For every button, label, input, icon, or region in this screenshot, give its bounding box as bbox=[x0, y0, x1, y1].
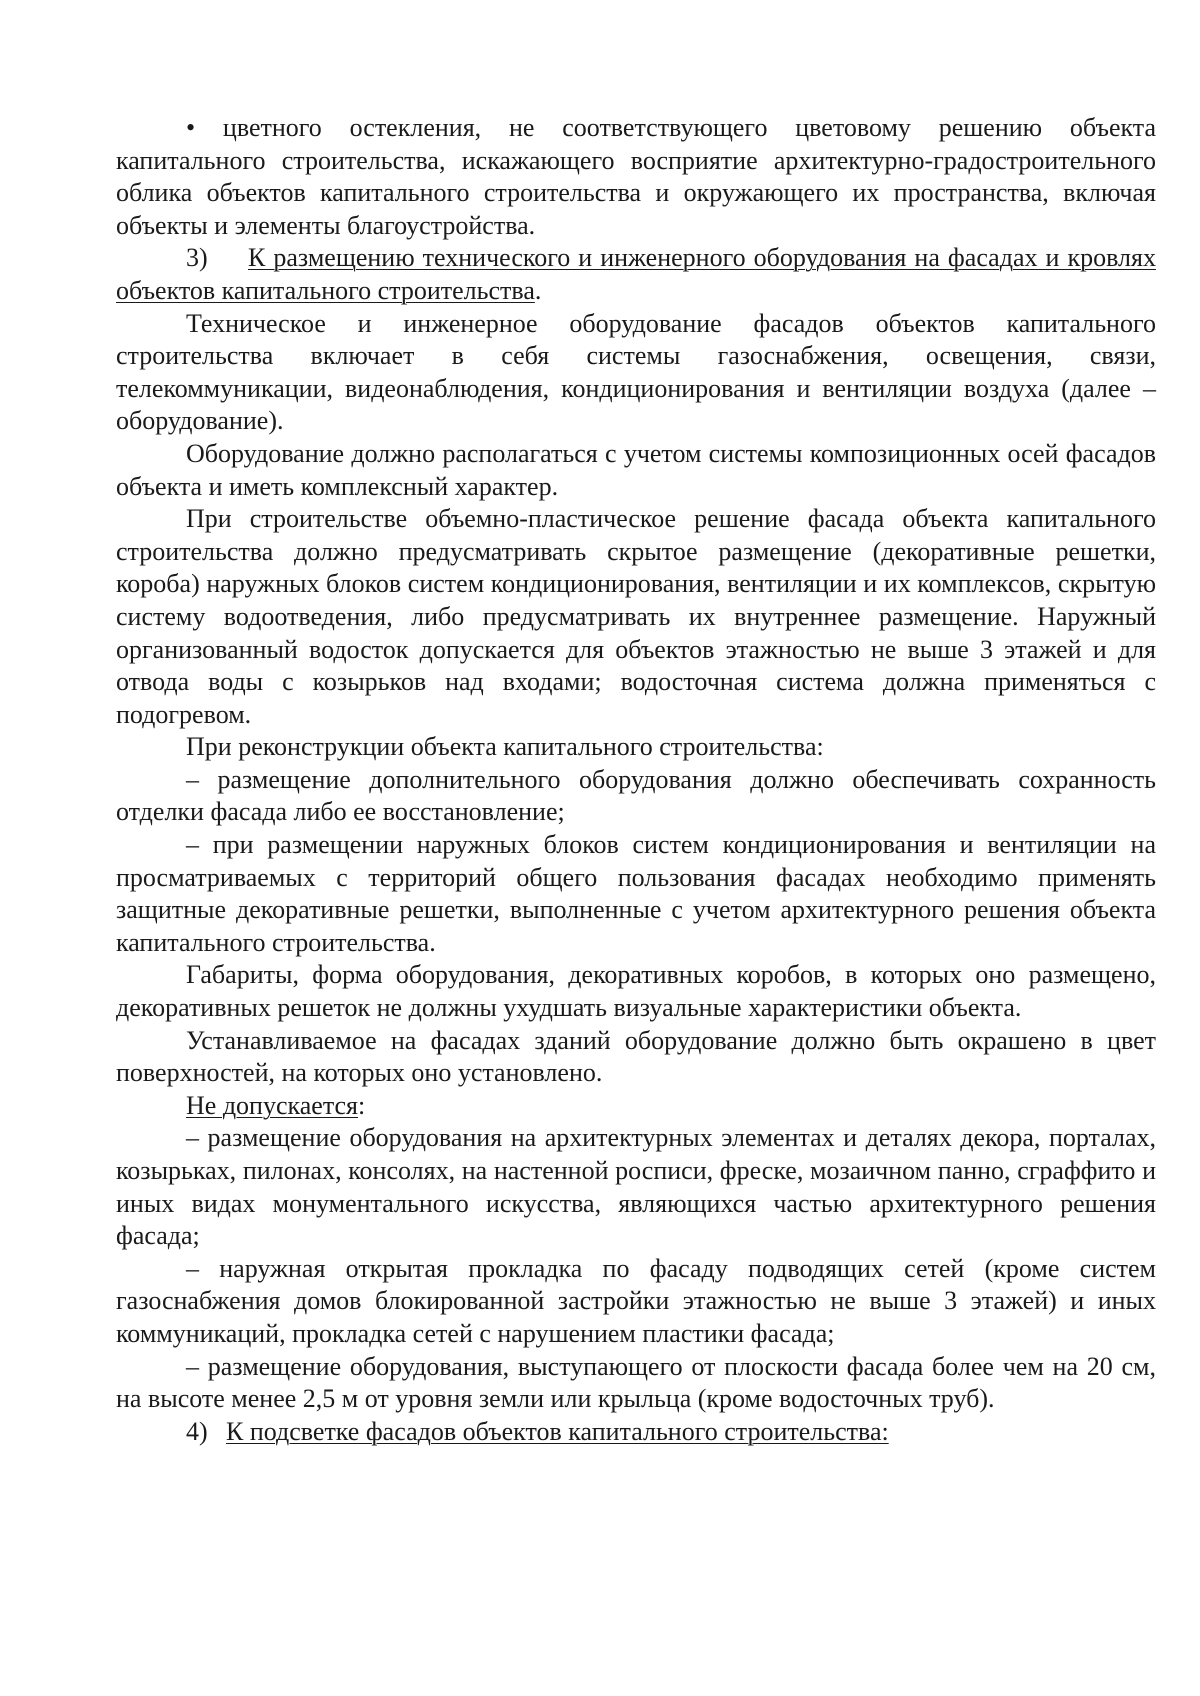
paragraph-reconstruction: При реконструкции объекта капитального строительства: bbox=[186, 732, 824, 762]
paragraph-equipment-definition: Техническое и инженерное оборудование фасадов объектов капитального строительства включает в себя системы газоснабжения, освещения, связи, телекоммуникации, видеонаблюдения, кондиционирования и вентиляции воздуха (далее – оборудование). bbox=[116, 308, 1156, 436]
section-3-heading bbox=[116, 242, 1156, 307]
section-title-end: . bbox=[534, 275, 542, 305]
not-allowed-heading bbox=[116, 1090, 1156, 1123]
paragraph-colored-glazing bbox=[116, 112, 1156, 242]
section-title: К подсветке фасадов объектов капитального строительства: bbox=[226, 1416, 889, 1446]
paragraph-text: цветного остекления, не соответствующего цветовому решению объекта капитального строительства, искажающего восприятие архитектурно-градостроительного облика объектов капитального строительства и окружающего их пространства, включая объекты и элементы благоустройства. bbox=[116, 113, 1156, 240]
not-allowed-colon: : bbox=[358, 1090, 366, 1120]
paragraph-equipment-placement: Оборудование должно располагаться с учетом системы композиционных осей фасадов объекта и иметь комплексный характер. bbox=[116, 438, 1156, 501]
list-item-open-cabling: – наружная открытая прокладка по фасаду подводящих сетей (кроме систем газоснабжения домов блокированной застройки этажностью не выше 3 этажей) и иных коммуникаций, прокладка сетей с нарушением пластики фасада; bbox=[116, 1253, 1156, 1348]
document-body bbox=[116, 112, 1156, 1448]
paragraph-color: Устанавливаемое на фасадах зданий оборудование должно быть окрашено в цвет поверхностей, на которых оно установлено. bbox=[116, 1025, 1156, 1088]
paragraph-construction: При строительстве объемно-пластическое решение фасада объекта капитального строительства должно предусматривать скрытое размещение (декоративные решетки, короба) наружных блоков систем кондиционирования, вентиляции и их комплексов, скрытую систему водоотведения, либо предусматривать их внутреннее размещение. Наружный организованный водосток допускается для объектов этажностью не выше 3 этажей и для отвода воды с козырьков над входами; водосточная система должна применяться с подогревом. bbox=[116, 504, 1156, 729]
section-number: 3) bbox=[186, 243, 208, 273]
list-item-architectural-elements: – размещение оборудования на архитектурных элементах и деталях декора, порталах, козырьках, пилонах, консолях, на настенной росписи, фреске, мозаичном панно, сграффито и иных видах монументального искусства, являющихся частью архитектурного решения фасада; bbox=[116, 1123, 1156, 1251]
bullet-icon: • bbox=[186, 113, 196, 142]
not-allowed-title: Не допускается bbox=[186, 1090, 358, 1120]
paragraph-dimensions: Габариты, форма оборудования, декоративных коробов, в которых оно размещено, декоративных решеток не должны ухудшать визуальные характеристики объекта. bbox=[116, 960, 1156, 1023]
list-item-outdoor-units: – при размещении наружных блоков систем кондиционирования и вентиляции на просматриваемых с территорий общего пользования фасадах необходимо применять защитные декоративные решетки, выполненные с учетом архитектурного решения объекта капитального строительства. bbox=[116, 830, 1156, 957]
list-item-protruding-equipment: – размещение оборудования, выступающего от плоскости фасада более чем на 20 см, на высоте менее 2,5 м от уровня земли или крыльца (кроме водосточных труб). bbox=[116, 1351, 1156, 1414]
section-number: 4) bbox=[186, 1416, 208, 1446]
list-item-additional-equipment: – размещение дополнительного оборудования должно обеспечивать сохранность отделки фасада либо ее восстановление; bbox=[116, 764, 1156, 827]
section-title: К размещению технического и инженерного оборудования на фасадах и кровлях объектов капитального строительства bbox=[116, 243, 1156, 305]
section-4-heading bbox=[116, 1416, 1156, 1449]
